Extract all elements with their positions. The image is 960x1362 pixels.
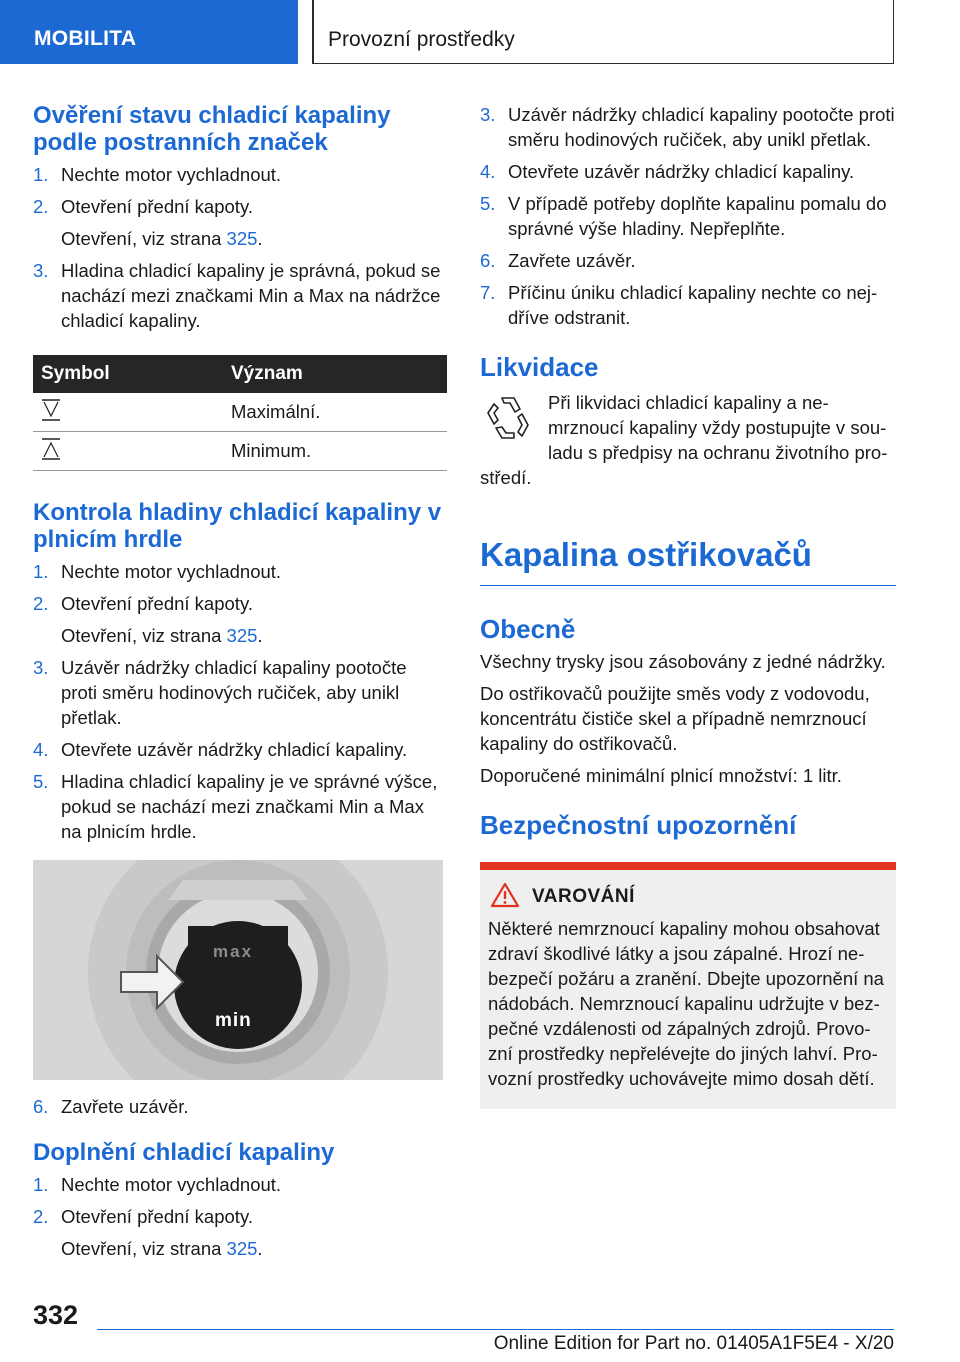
disposal-text: Při likvidaci chladicí kapaliny a nemrznoucí kapaliny vždy postupujte v souladu s předpisy na ochranu životního prostředí. [480,392,888,488]
recycling-icon [482,392,536,446]
steps-refill-cont [480,102,896,330]
max-label: max [213,942,254,961]
paragraph: Všechny trysky jsou zásobovány z jedné nádržky. [480,651,886,672]
table-cell: Maximální. [223,393,447,432]
list-item: 1. Nechte motor vychladnout. [33,561,282,582]
warning-text: Některé nemrznoucí kapaliny mohou obsahovat zdraví škodlivé látky a jsou zápalné. Hrozí nebezpečí požáru a zranění. Dbejte upozornění na nádobách. Nemrznoucí kapalinu udržujte v bezpečné vzdálenosti od zápalných zdrojů. Provozní prostředky nepřelévejte do jiných lahví. Provozní prostředky uchovávejte mimo dosah dětí. [488,918,884,1089]
paragraph: Do ostřikovačů použijte směs vody z vodovodu, koncentrátu čističe skel a případně nemrznoucí kapaliny do ostřikovačů. [480,683,870,754]
list-item: 6. Zavřete uzávěr. [480,250,636,271]
list-item: 4. Otevřete uzávěr nádržky chladicí kapaliny. [33,739,408,760]
list-item: 1. Nechte motor vychladnout. [33,1174,282,1195]
heading-check-side: Ověření stavu chladicí kapaliny podle postranních značek [33,102,391,156]
list-item: 4. Otevřete uzávěr nádržky chladicí kapaliny. [480,161,855,182]
list-item: 2. Otevření přední kapoty. Otevření, viz strana 325. [33,196,263,249]
warning-label: VAROVÁNÍ [532,886,635,907]
steps-check-side [33,162,447,333]
list-item: 3. Hladina chladicí kapaliny je správná, pokud se nachází mezi značkami Min a Max na nádržce chladicí kapaliny. [33,260,441,331]
list-item: 3. Uzávěr nádržky chladicí kapaliny pootočte proti směru hodinových ručiček, aby unikl přetlak. [33,657,407,728]
steps-check-neck-end [33,1094,447,1119]
steps-refill [33,1172,447,1261]
right-column [480,102,896,1109]
left-column [33,102,447,1268]
chapter-tab: MOBILITA [0,0,298,64]
min-mark-icon [41,444,61,465]
list-item: 5. V případě potřeby doplňte kapalinu pomalu do správné výše hladiny. Nepřeplňte. [480,193,887,239]
table-header-meaning: Význam [223,355,447,393]
heading-check-neck: Kontrola hladiny chladicí kapaliny v plnicím hrdle [33,499,442,553]
max-mark-icon [41,405,61,426]
section-title: Provozní prostředky [312,0,894,64]
page-link[interactable]: 325 [226,1238,258,1259]
filler-neck-photo [33,860,443,1080]
heading-refill: Doplnění chladicí kapaliny [33,1139,335,1166]
footer-divider [97,1329,894,1330]
heading-general: Obecně [480,614,576,644]
warning-triangle-icon [490,882,520,908]
list-item: 2. Otevření přední kapoty. Otevření, viz strana 325. [33,593,263,646]
chapter-title-washer: Kapalina ostřikovačů [480,536,896,586]
footer-edition: Online Edition for Part no. 01405A1F5E4 - X/20 [493,1333,894,1354]
list-item: 7. Příčinu úniku chladicí kapaliny nechte co nejdříve odstranit. [480,282,878,328]
page-number: 332 [33,1300,79,1330]
list-item: 5. Hladina chladicí kapaliny je ve správné výšce, pokud se nachází mezi značkami Min a Max na plnicím hrdle. [33,771,438,842]
list-item: 3. Uzávěr nádržky chladicí kapaliny pootočte proti směru hodinových ručiček, aby unikl přetlak. [480,104,895,150]
table-cell: Minimum. [223,432,447,471]
table-header-symbol: Symbol [33,355,223,393]
table-row [33,393,447,432]
symbol-table [33,355,447,471]
page-link[interactable]: 325 [226,228,258,249]
table-row [33,432,447,471]
list-item: 6. Zavřete uzávěr. [33,1096,189,1117]
page-link[interactable]: 325 [226,625,258,646]
heading-disposal: Likvidace [480,352,599,382]
paragraph: Doporučené minimální plnicí množství: 1 litr. [480,765,842,786]
list-item: 2. Otevření přední kapoty. Otevření, viz strana 325. [33,1206,263,1259]
list-item: 1. Nechte motor vychladnout. [33,164,282,185]
disposal-block [480,390,896,490]
warning-box [480,862,896,1109]
min-label: min [215,1010,252,1031]
heading-safety: Bezpečnostní upozornění [480,810,797,840]
steps-check-neck [33,559,447,844]
